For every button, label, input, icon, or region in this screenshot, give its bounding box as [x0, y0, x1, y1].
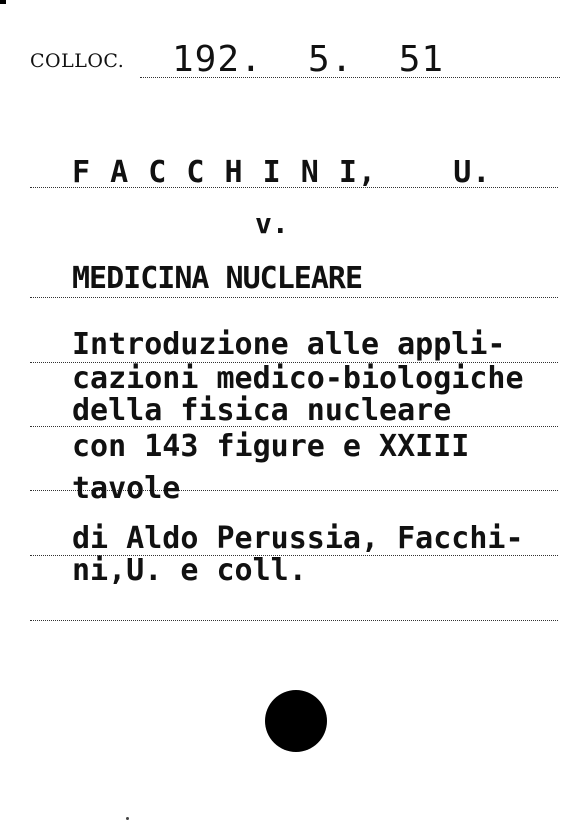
statement-line-2: ni,U. e coll.	[72, 553, 307, 588]
title-line-3: della fisica nucleare	[72, 393, 452, 428]
card-punch-hole	[265, 690, 327, 752]
colloc-label: COLLOC.	[30, 50, 125, 72]
author-line: F A C C H I N I, U.	[72, 155, 492, 190]
card-speck	[126, 817, 129, 820]
title-line-2: cazioni medico-biologiche	[72, 361, 524, 396]
dotted-line	[30, 620, 558, 621]
title-line-5: tavole	[72, 471, 181, 506]
see-also-marker: v.	[255, 207, 289, 240]
call-number: 192. 5. 51	[172, 39, 445, 80]
title-line-4: con 143 figure e XXIII	[72, 429, 470, 464]
statement-line-1: di Aldo Perussia, Facchi-	[72, 521, 524, 556]
subject-heading: MEDICINA NUCLEARE	[72, 261, 363, 296]
title-line-1: Introduzione alle appli-	[72, 327, 506, 362]
card-corner-mark	[0, 0, 6, 4]
dotted-line	[30, 297, 558, 298]
